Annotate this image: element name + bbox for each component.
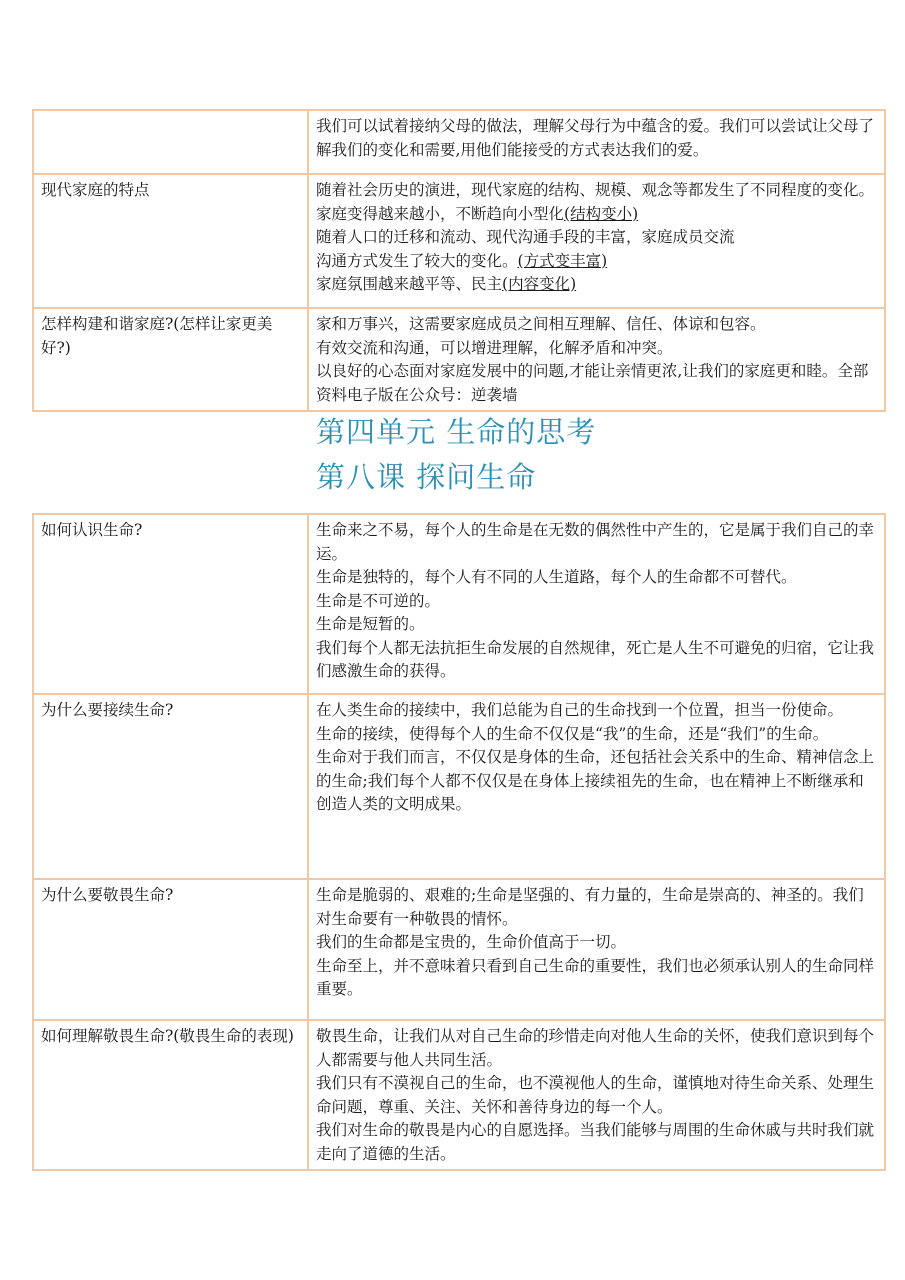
table-row — [33, 694, 885, 879]
answer-line: 我们每个人都无法抗拒生命发展的自然规律，死亡是人生不可避免的归宿，它让我们感激生命的获得。 — [316, 638, 875, 680]
answer-line: 家和万事兴，这需要家庭成员之间相互理解、信任、体谅和包容。 — [316, 315, 766, 333]
life-table — [32, 513, 886, 1171]
answer-line: 生命至上，并不意味着只看到自己生命的重要性，我们也必须承认别人的生命同样重要。 — [316, 956, 875, 998]
table-row — [33, 308, 885, 411]
answer-line: 我们只有不漠视自己的生命，也不漠视他人的生命，谨慎地对待生命关系、处理生命问题，尊重、关注、关怀和善待身边的每一个人。 — [316, 1074, 875, 1116]
answer-line: 生命对于我们而言，不仅仅是身体的生命，还包括社会关系中的生命、精神信念上的生命;我们每个人都不仅仅是在身体上接续祖先的生命，也在精神上不断继承和创造人类的文明成果。 — [316, 748, 875, 813]
answer-line: 生命是不可逆的。 — [316, 591, 441, 610]
answer-cell — [308, 694, 885, 879]
table-row — [33, 1020, 885, 1170]
answer-cell — [308, 308, 885, 411]
answer-line: 我们对生命的敬畏是内心的自愿选择。当我们能够与周围的生命休戚与共时我们就走向了道德的生活。 — [316, 1121, 875, 1163]
lesson-heading: 第八课 探问生命 — [316, 460, 537, 494]
answer-line: 在人类生命的接续中，我们总能为自己的生命找到一个位置，担当一份使命。 — [316, 701, 844, 719]
answer-cell — [308, 879, 885, 1020]
answer-line: 以良好的心态面对家庭发展中的问题,才能让亲情更浓,让我们的家庭更和睦。全部资料电子版在公众号：逆袭墙 — [316, 362, 869, 404]
answer-line: 家庭氛围越来越平等、民主(内容变化) — [316, 275, 577, 293]
answer-line: 生命的接续，使得每个人的生命不仅仅是“我”的生命，还是“我们”的生命。 — [316, 724, 829, 743]
answer-line: 生命是脆弱的、艰难的;生命是坚强的、有力量的，生命是崇高的、神圣的。我们对生命要有一种敬畏的情怀。 — [316, 886, 864, 928]
answer-line: 生命来之不易，每个人的生命是在无数的偶然性中产生的，它是属于我们自己的幸运。 — [316, 521, 875, 563]
question-cell: 如何理解敬畏生命?(敬畏生命的表现) — [33, 1020, 308, 1170]
question-cell: 现代家庭的特点 — [33, 174, 308, 308]
answer-line: 我们的生命都是宝贵的，生命价值高于一切。 — [316, 933, 627, 951]
answer-line: 生命是独特的，每个人有不同的人生道路，每个人的生命都不可替代。 — [316, 568, 797, 586]
answer-line: 随着人口的迁移和流动、现代沟通手段的丰富，家庭成员交流 — [316, 228, 735, 246]
question-cell — [33, 110, 308, 174]
table-row — [33, 514, 885, 694]
unit-heading: 第四单元 生命的思考 — [316, 415, 597, 449]
table-row — [33, 110, 885, 174]
question-cell: 如何认识生命? — [33, 514, 308, 694]
underlined-note: (方式变丰富) — [517, 251, 608, 270]
answer-line: 随着社会历史的演进，现代家庭的结构、规模、观念等都发生了不同程度的变化。家庭变得越来越小，不断趋向小型化(结构变小) — [316, 181, 875, 223]
table-row — [33, 879, 885, 1020]
answer-cell — [308, 110, 885, 174]
underlined-note: (结构变小) — [564, 204, 639, 223]
answer-cell — [308, 514, 885, 694]
answer-line: 我们可以试着接纳父母的做法，理解父母行为中蕴含的爱。我们可以尝试让父母了解我们的变化和需要,用他们能接受的方式表达我们的爱。 — [316, 117, 875, 159]
question-cell: 怎样构建和谐家庭?(怎样让家更美好?) — [33, 308, 308, 411]
answer-cell — [308, 174, 885, 308]
table-row — [33, 174, 885, 308]
answer-line: 生命是短暂的。 — [316, 615, 425, 633]
answer-line: 有效交流和沟通，可以增进理解，化解矛盾和冲突。 — [316, 338, 673, 357]
family-table — [32, 109, 886, 412]
answer-cell — [308, 1020, 885, 1170]
answer-line: 敬畏生命，让我们从对自己生命的珍惜走向对他人生命的关怀，使我们意识到每个人都需要与他人共同生活。 — [316, 1027, 875, 1069]
underlined-note: (内容变化) — [502, 275, 577, 293]
question-cell: 为什么要敬畏生命? — [33, 879, 308, 1020]
question-cell: 为什么要接续生命? — [33, 694, 308, 879]
answer-line: 沟通方式发生了较大的变化。(方式变丰富) — [316, 251, 608, 270]
